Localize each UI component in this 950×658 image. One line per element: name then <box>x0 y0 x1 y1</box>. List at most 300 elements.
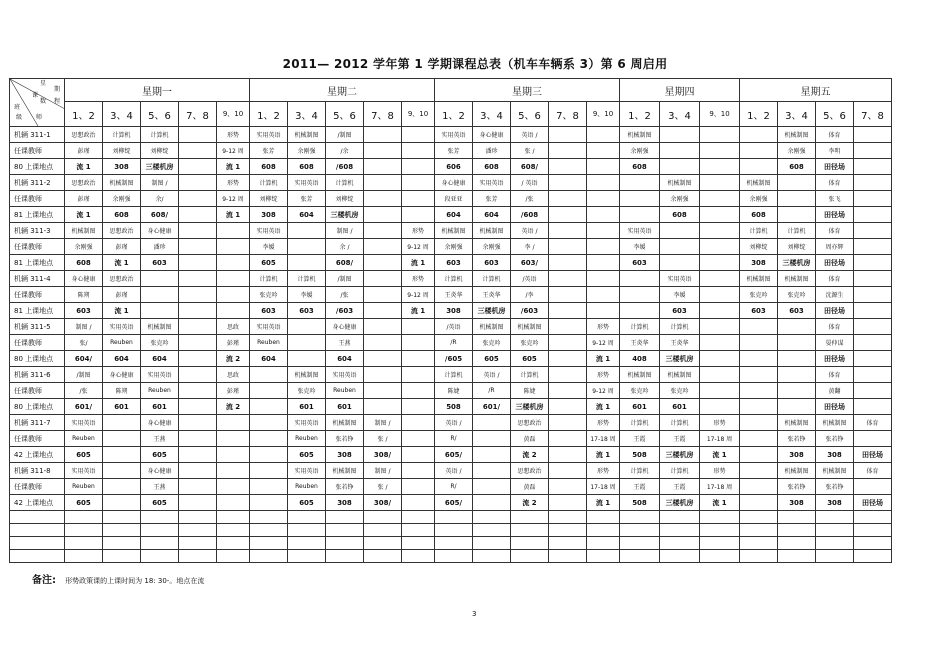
schedule-cell <box>179 335 217 351</box>
schedule-cell <box>854 479 892 495</box>
schedule-cell: 形势 <box>587 319 620 335</box>
schedule-cell <box>402 383 435 399</box>
table-row <box>10 367 892 383</box>
schedule-cell: 身心健康 <box>103 367 141 383</box>
schedule-cell <box>103 447 141 463</box>
schedule-cell: 计算机 <box>473 271 511 287</box>
row-label: 任课教师 <box>10 239 65 255</box>
schedule-cell <box>549 383 587 399</box>
empty-cell <box>141 524 179 537</box>
schedule-cell: 身心健康 <box>65 271 103 287</box>
schedule-cell <box>179 239 217 255</box>
table-row <box>10 223 892 239</box>
schedule-cell <box>402 351 435 367</box>
schedule-cell: 彭瑾 <box>65 143 103 159</box>
corner-label: 班 <box>14 104 21 111</box>
empty-cell <box>587 511 620 524</box>
empty-cell <box>740 524 778 537</box>
schedule-cell: 张芳 <box>250 143 288 159</box>
schedule-cell <box>620 271 660 287</box>
empty-cell <box>816 550 854 563</box>
schedule-cell: 余刚强 <box>740 191 778 207</box>
schedule-cell: 田径场 <box>816 159 854 175</box>
schedule-cell: 思想政治 <box>65 175 103 191</box>
table-row <box>10 495 892 511</box>
schedule-cell <box>660 223 700 239</box>
schedule-cell <box>700 207 740 223</box>
schedule-cell: / 英语 <box>511 175 549 191</box>
schedule-cell: 彭瑾 <box>103 287 141 303</box>
schedule-cell <box>549 367 587 383</box>
schedule-cell <box>217 271 250 287</box>
schedule-cell: 606 <box>435 159 473 175</box>
schedule-cell: 刘柳绽 <box>141 143 179 159</box>
empty-cell <box>778 511 816 524</box>
row-label: 81 上课地点 <box>10 255 65 271</box>
schedule-cell: 机械制图 <box>778 271 816 287</box>
schedule-cell <box>700 351 740 367</box>
schedule-cell <box>740 383 778 399</box>
schedule-cell <box>778 191 816 207</box>
schedule-cell <box>402 367 435 383</box>
schedule-cell <box>587 159 620 175</box>
schedule-cell <box>854 175 892 191</box>
table-row <box>10 383 892 399</box>
schedule-cell <box>179 175 217 191</box>
schedule-table <box>9 78 892 563</box>
schedule-cell: 思想政治 <box>511 415 549 431</box>
schedule-cell <box>364 383 402 399</box>
schedule-cell: 机械制图 <box>65 223 103 239</box>
table-row <box>10 399 892 415</box>
schedule-cell <box>549 303 587 319</box>
schedule-cell <box>700 175 740 191</box>
schedule-cell: 605 <box>65 447 103 463</box>
schedule-cell: 余刚强 <box>660 191 700 207</box>
schedule-cell: 608 <box>288 159 326 175</box>
schedule-cell: 机械制图 <box>511 319 549 335</box>
day-header: 星期一 <box>65 79 250 102</box>
schedule-cell <box>700 239 740 255</box>
schedule-cell: 604 <box>326 351 364 367</box>
schedule-cell: 508 <box>620 447 660 463</box>
schedule-cell: 王霞 <box>660 431 700 447</box>
table-row <box>10 207 892 223</box>
period-header: 7、8 <box>854 102 892 127</box>
period-header: 1、2 <box>620 102 660 127</box>
schedule-cell <box>141 303 179 319</box>
schedule-cell: 计算机 <box>620 319 660 335</box>
schedule-cell: 潘珍 <box>141 239 179 255</box>
schedule-cell <box>473 415 511 431</box>
schedule-cell: 608/ <box>511 159 549 175</box>
schedule-cell <box>854 287 892 303</box>
schedule-cell: 田径场 <box>854 495 892 511</box>
schedule-cell <box>217 495 250 511</box>
schedule-cell <box>364 223 402 239</box>
schedule-cell: Reuben <box>65 479 103 495</box>
schedule-cell: 604/ <box>65 351 103 367</box>
page-title: 2011— 2012 学年第 1 学期课程总表（机车车辆系 3）第 6 周启用 <box>282 57 668 71</box>
empty-cell <box>402 524 435 537</box>
schedule-cell <box>364 239 402 255</box>
schedule-cell <box>179 367 217 383</box>
schedule-cell: Reuben <box>103 335 141 351</box>
schedule-cell <box>740 447 778 463</box>
schedule-cell: 流 1 <box>65 159 103 175</box>
schedule-cell: 体育 <box>816 319 854 335</box>
schedule-cell: 机械制图 <box>816 463 854 479</box>
empty-cell <box>103 537 141 550</box>
schedule-cell: 实用英语 <box>473 175 511 191</box>
schedule-cell: 张若铮 <box>326 479 364 495</box>
schedule-cell: 张芳 <box>288 191 326 207</box>
empty-cell <box>141 537 179 550</box>
schedule-cell: 黄翻 <box>816 383 854 399</box>
schedule-cell <box>854 223 892 239</box>
schedule-cell: 沈源生 <box>816 287 854 303</box>
schedule-cell: 308 <box>326 447 364 463</box>
schedule-cell: 605 <box>65 495 103 511</box>
schedule-cell <box>402 431 435 447</box>
schedule-cell: 308 <box>435 303 473 319</box>
schedule-cell: 张若铮 <box>778 479 816 495</box>
schedule-cell <box>587 127 620 143</box>
schedule-cell <box>549 255 587 271</box>
schedule-cell: 陈婕 <box>511 383 549 399</box>
schedule-cell: 机械制图 <box>740 175 778 191</box>
empty-cell <box>511 537 549 550</box>
schedule-cell: 流 1 <box>700 495 740 511</box>
schedule-cell: 计算机 <box>326 175 364 191</box>
schedule-cell: 王霞 <box>660 479 700 495</box>
schedule-cell <box>364 255 402 271</box>
corner-label: 课 <box>32 92 39 99</box>
period-header: 9、10 <box>217 102 250 127</box>
schedule-cell <box>854 143 892 159</box>
schedule-cell: 形势 <box>700 415 740 431</box>
empty-cell <box>364 524 402 537</box>
schedule-cell <box>473 463 511 479</box>
schedule-cell: 603 <box>141 255 179 271</box>
schedule-cell <box>217 463 250 479</box>
schedule-cell: 实用英语 <box>250 223 288 239</box>
schedule-cell: 张克吟 <box>740 287 778 303</box>
schedule-cell: 周亦辉 <box>816 239 854 255</box>
schedule-cell: 17-18 周 <box>700 479 740 495</box>
schedule-cell: 王霞 <box>620 479 660 495</box>
schedule-cell <box>179 415 217 431</box>
schedule-cell <box>740 399 778 415</box>
schedule-cell: 流 1 <box>217 159 250 175</box>
schedule-cell: 王炎华 <box>435 287 473 303</box>
schedule-cell: 王炎华 <box>473 287 511 303</box>
schedule-cell: /英语 <box>435 319 473 335</box>
schedule-cell: 603 <box>778 303 816 319</box>
schedule-cell: 实用英语 <box>65 463 103 479</box>
schedule-cell: 张/ <box>65 335 103 351</box>
empty-cell <box>816 524 854 537</box>
schedule-cell <box>854 319 892 335</box>
schedule-cell: 608 <box>473 159 511 175</box>
period-header: 5、6 <box>816 102 854 127</box>
table-row <box>10 303 892 319</box>
schedule-cell: 三楼机房 <box>473 303 511 319</box>
schedule-cell <box>217 479 250 495</box>
schedule-cell <box>740 351 778 367</box>
empty-cell <box>402 537 435 550</box>
schedule-cell: 身心健康 <box>326 319 364 335</box>
schedule-cell: 计算机 <box>740 223 778 239</box>
empty-cell <box>103 524 141 537</box>
schedule-cell <box>402 127 435 143</box>
schedule-cell <box>660 143 700 159</box>
schedule-cell: 605 <box>288 495 326 511</box>
schedule-cell: 形势 <box>587 367 620 383</box>
schedule-cell <box>402 159 435 175</box>
schedule-cell: 608 <box>620 159 660 175</box>
schedule-cell <box>587 143 620 159</box>
empty-cell <box>103 550 141 563</box>
schedule-cell <box>740 479 778 495</box>
empty-cell <box>65 524 103 537</box>
row-label: 机辆 311-7 <box>10 415 65 431</box>
schedule-cell: 605 <box>473 351 511 367</box>
schedule-cell <box>700 335 740 351</box>
schedule-cell: 实用英语 <box>288 175 326 191</box>
period-header: 7、8 <box>179 102 217 127</box>
empty-cell <box>587 524 620 537</box>
empty-cell <box>10 524 65 537</box>
schedule-cell <box>217 447 250 463</box>
schedule-cell <box>288 223 326 239</box>
empty-cell <box>549 537 587 550</box>
schedule-cell <box>402 335 435 351</box>
schedule-cell: 605 <box>141 495 179 511</box>
schedule-cell: 英语 / <box>435 463 473 479</box>
schedule-cell: 张克吟 <box>141 335 179 351</box>
empty-cell <box>65 537 103 550</box>
schedule-cell: 流 2 <box>217 351 250 367</box>
schedule-cell: 机械制图 <box>473 223 511 239</box>
schedule-cell: 李媛 <box>660 287 700 303</box>
schedule-cell <box>740 367 778 383</box>
schedule-cell: 张若铮 <box>326 431 364 447</box>
schedule-cell: 308 <box>778 495 816 511</box>
schedule-cell <box>549 351 587 367</box>
schedule-cell <box>778 351 816 367</box>
schedule-cell: 体育 <box>816 175 854 191</box>
schedule-cell: 9-12 周 <box>217 191 250 207</box>
row-label: 42 上课地点 <box>10 495 65 511</box>
schedule-cell <box>103 463 141 479</box>
schedule-cell: 张 / <box>511 143 549 159</box>
schedule-cell <box>364 175 402 191</box>
period-header: 3、4 <box>473 102 511 127</box>
empty-cell <box>549 550 587 563</box>
schedule-cell <box>854 159 892 175</box>
table-row <box>10 271 892 287</box>
schedule-cell: 晏仲谋 <box>816 335 854 351</box>
schedule-cell: 计算机 <box>778 223 816 239</box>
schedule-cell <box>179 143 217 159</box>
schedule-cell: 308 <box>326 495 364 511</box>
schedule-cell <box>587 191 620 207</box>
schedule-cell: 308 <box>740 255 778 271</box>
schedule-cell: 机械制图 <box>288 367 326 383</box>
empty-cell <box>549 511 587 524</box>
empty-cell <box>435 550 473 563</box>
schedule-cell <box>549 239 587 255</box>
schedule-cell <box>179 191 217 207</box>
schedule-cell: /张 <box>511 191 549 207</box>
schedule-cell: 计算机 <box>435 367 473 383</box>
schedule-cell: 9-12 周 <box>587 335 620 351</box>
schedule-cell <box>740 431 778 447</box>
schedule-cell: /制图 <box>326 271 364 287</box>
empty-cell <box>854 524 892 537</box>
schedule-cell <box>179 431 217 447</box>
schedule-cell <box>179 207 217 223</box>
schedule-cell <box>217 255 250 271</box>
corner-label: 星 <box>40 80 47 87</box>
schedule-cell <box>364 319 402 335</box>
schedule-cell <box>250 431 288 447</box>
schedule-cell: 三楼机房 <box>511 399 549 415</box>
schedule-cell: /张 <box>65 383 103 399</box>
schedule-cell: 流 1 <box>587 351 620 367</box>
schedule-cell: 张克吟 <box>511 335 549 351</box>
day-header: 星期四 <box>620 79 740 102</box>
schedule-cell <box>364 303 402 319</box>
schedule-cell <box>854 239 892 255</box>
schedule-cell: 身心健康 <box>141 223 179 239</box>
schedule-cell <box>740 495 778 511</box>
schedule-cell: 黄磊 <box>511 479 549 495</box>
schedule-cell <box>854 207 892 223</box>
empty-row <box>10 550 892 563</box>
day-header: 星期三 <box>435 79 620 102</box>
schedule-cell <box>288 335 326 351</box>
schedule-cell: 形势 <box>587 463 620 479</box>
schedule-cell: 机械制图 <box>816 415 854 431</box>
schedule-cell: 机械制图 <box>141 319 179 335</box>
schedule-cell: 308 <box>778 447 816 463</box>
schedule-cell: 流 1 <box>65 207 103 223</box>
schedule-cell <box>620 207 660 223</box>
schedule-cell <box>103 431 141 447</box>
schedule-cell <box>660 239 700 255</box>
period-header: 9、10 <box>700 102 740 127</box>
schedule-cell: 思政 <box>217 319 250 335</box>
schedule-cell <box>549 415 587 431</box>
schedule-cell: 流 1 <box>587 447 620 463</box>
schedule-cell: 李媛 <box>250 239 288 255</box>
schedule-cell <box>549 287 587 303</box>
day-header-row <box>10 79 892 102</box>
empty-cell <box>549 524 587 537</box>
schedule-cell: 田径场 <box>854 447 892 463</box>
empty-cell <box>65 550 103 563</box>
day-header: 星期五 <box>740 79 892 102</box>
schedule-cell <box>288 239 326 255</box>
schedule-cell <box>700 399 740 415</box>
schedule-cell: 603 <box>660 303 700 319</box>
schedule-cell: 603/ <box>511 255 549 271</box>
empty-cell <box>179 511 217 524</box>
schedule-cell <box>179 127 217 143</box>
schedule-cell: 实用英语 <box>103 319 141 335</box>
schedule-cell <box>364 271 402 287</box>
period-header: 3、4 <box>288 102 326 127</box>
table-row <box>10 479 892 495</box>
schedule-cell <box>854 351 892 367</box>
schedule-cell <box>179 159 217 175</box>
schedule-cell <box>250 383 288 399</box>
schedule-cell: 流 2 <box>217 399 250 415</box>
schedule-cell <box>179 287 217 303</box>
schedule-cell: 实用英语 <box>326 367 364 383</box>
row-label: 80 上课地点 <box>10 399 65 415</box>
schedule-cell <box>854 271 892 287</box>
schedule-cell: 身心健康 <box>435 175 473 191</box>
row-label: 任课教师 <box>10 479 65 495</box>
schedule-cell: 机械制图 <box>660 175 700 191</box>
schedule-cell <box>740 335 778 351</box>
schedule-cell <box>587 223 620 239</box>
schedule-cell: Reuben <box>141 383 179 399</box>
schedule-cell: /R <box>435 335 473 351</box>
schedule-cell: 王燕 <box>326 335 364 351</box>
schedule-cell: 603 <box>435 255 473 271</box>
schedule-cell <box>179 479 217 495</box>
schedule-cell: 张克吟 <box>620 383 660 399</box>
schedule-cell <box>549 319 587 335</box>
schedule-cell: /制图 <box>326 127 364 143</box>
empty-cell <box>326 550 364 563</box>
empty-cell <box>660 537 700 550</box>
corner-label: 期 <box>54 86 61 93</box>
schedule-cell: 608/ <box>326 255 364 271</box>
schedule-cell: 实用英语 <box>65 415 103 431</box>
schedule-cell: 机械制图 <box>660 367 700 383</box>
schedule-cell: 605/ <box>435 447 473 463</box>
empty-cell <box>587 550 620 563</box>
schedule-cell: 体育 <box>816 271 854 287</box>
schedule-cell <box>700 287 740 303</box>
schedule-cell: 王炎华 <box>620 335 660 351</box>
schedule-cell: 潘珍 <box>473 143 511 159</box>
empty-cell <box>364 511 402 524</box>
schedule-cell <box>700 127 740 143</box>
schedule-cell: 彭瑾 <box>103 239 141 255</box>
schedule-cell <box>402 191 435 207</box>
row-label: 机辆 311-3 <box>10 223 65 239</box>
schedule-cell: 余 / <box>326 239 364 255</box>
empty-cell <box>620 524 660 537</box>
empty-cell <box>179 537 217 550</box>
period-header: 7、8 <box>549 102 587 127</box>
schedule-cell <box>660 159 700 175</box>
schedule-cell: 机械制图 <box>473 319 511 335</box>
schedule-cell: 603 <box>740 303 778 319</box>
empty-cell <box>854 550 892 563</box>
schedule-cell <box>103 495 141 511</box>
schedule-cell <box>549 175 587 191</box>
empty-cell <box>511 524 549 537</box>
schedule-cell: 机械制图 <box>326 415 364 431</box>
empty-cell <box>620 550 660 563</box>
